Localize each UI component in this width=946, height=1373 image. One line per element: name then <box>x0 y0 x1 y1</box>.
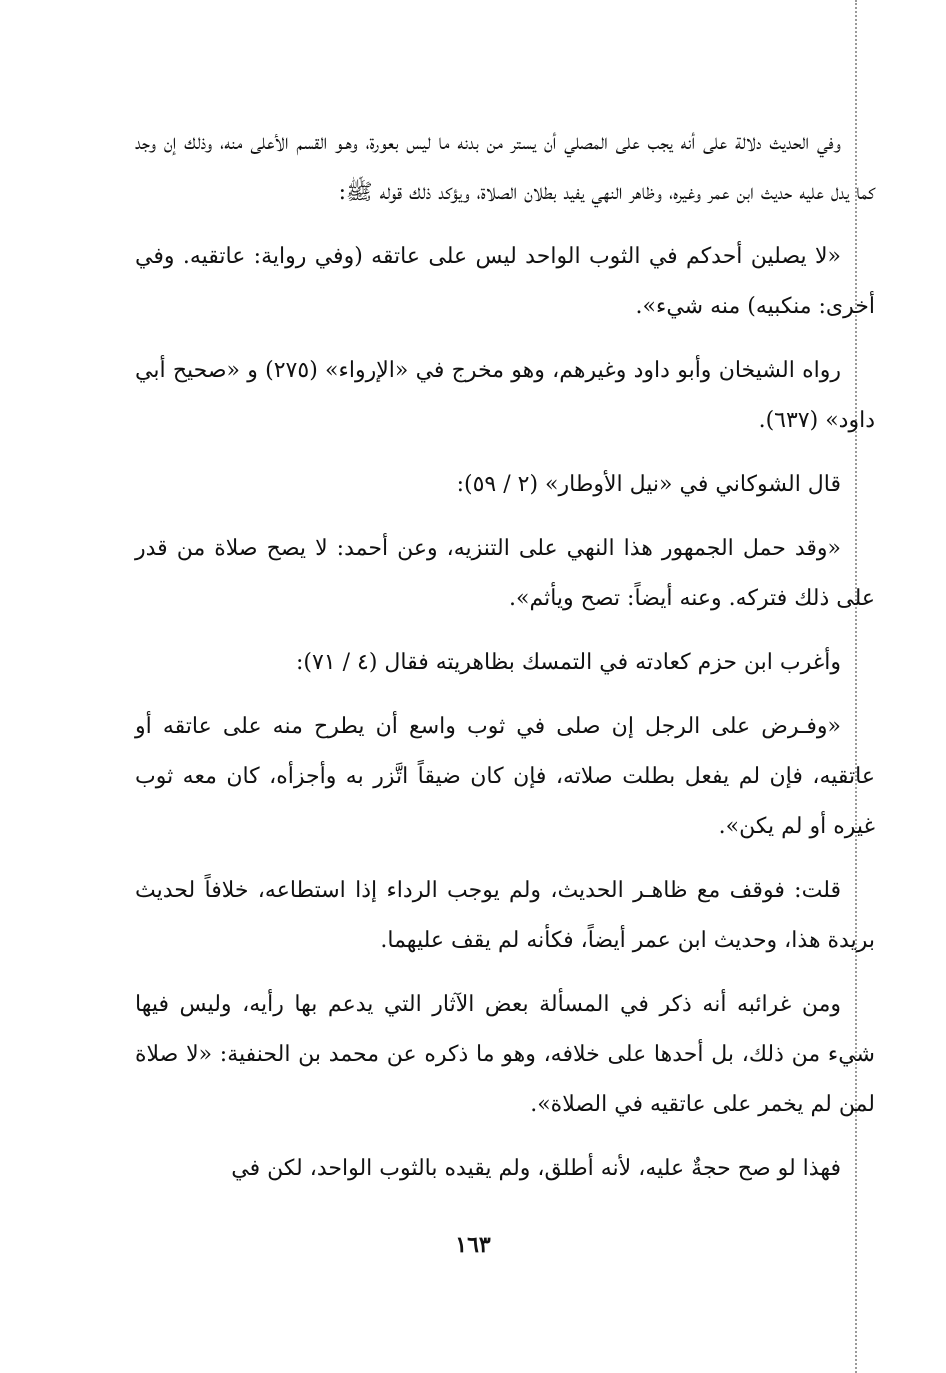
body-text <box>135 118 875 1208</box>
paragraph-1: وفي الحديث دلالة على أنه يجب على المصلي أن يستر من بدنه ما ليس بعورة، وهـو القسم الأعلى منه، وذلك إن وجد كما يدل عليه حديث ابن عمر وغيره، وظاهر النهي يفيد بطلان الصلاة، ويؤكد ذلك قوله ﷺ: <box>135 130 875 205</box>
paragraph-7: «وفـرض على الرجل إن صلى في ثوب واسع أن يطرح منه على عاتقه أو عاتقيه، فإن لم يفعل بطلت صلاته، فإن كان ضيقاً اتَّزر به وأجزأه، كان معه ثوب غيره أو لم يكن». <box>135 714 875 839</box>
paragraph-3: رواه الشيخان وأبو داود وغيرهم، وهو مخرج في «الإرواء» (٢٧٥) و «صحيح أبي داود» (٦٣٧). <box>135 358 875 433</box>
paragraph-6: وأغرب ابن حزم كعادته في التمسك بظاهريته فقال (٤ / ٧١): <box>295 650 841 675</box>
paragraph-9: ومن غرائبه أنه ذكر في المسألة بعض الآثار التي يدعم بها رأيه، وليس فيها شيء من ذلك، بل أحدها على خلافه، وهو ما ذكره عن محمد بن الحنفية: «لا صلاة لمن لم يخمر على عاتقيه في الصلاة». <box>135 992 875 1117</box>
paragraph-4: قال الشوكاني في «نيل الأوطار» (٢ / ٥٩): <box>456 472 841 497</box>
paragraph-8: قلت: فوقف مع ظاهـر الحديث، ولم يوجب الرداء إذا استطاعه، خلافاً لحديث بريدة هذا، وحديث ابن عمر أيضاً، فكأنه لم يقف عليهما. <box>135 878 875 953</box>
paragraph-5: «وقد حمل الجمهور هذا النهي على التنزيه، وعن أحمد: لا يصح صلاة من قدر على ذلك فتركه. وعنه أيضاً: تصح ويأثم». <box>135 536 875 611</box>
page-number: ١٦٣ <box>455 1232 491 1258</box>
paragraph-10: فهذا لو صح حجةٌ عليه، لأنه أطلق، ولم يقيده بالثوب الواحد، لكن في <box>231 1156 841 1181</box>
paragraph-2: «لا يصلين أحدكم في الثوب الواحد ليس على عاتقه (وفي رواية: عاتقيه. وفي أخرى: منكبيه) منه شيء». <box>135 244 875 319</box>
